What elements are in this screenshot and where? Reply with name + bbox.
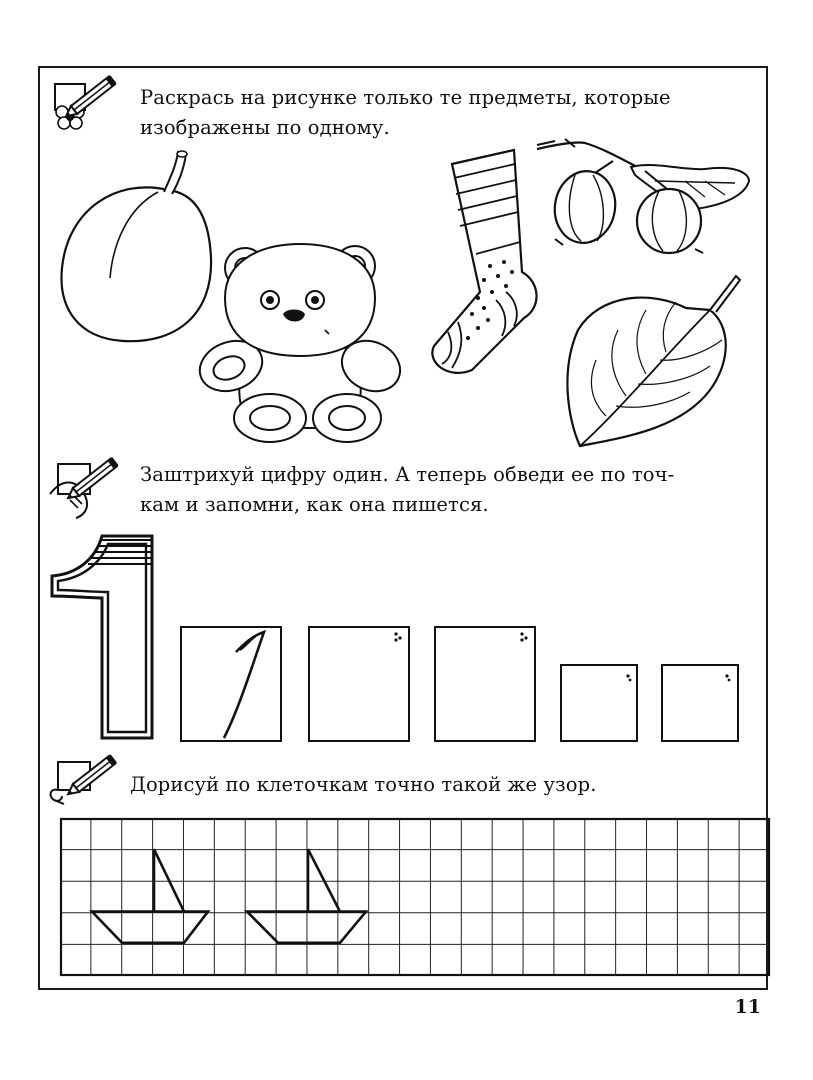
task-1-line-2: изображены по одному. [140,116,390,139]
plum-illustration [58,148,218,348]
task-3-text [130,770,597,800]
pattern-grid [60,818,770,978]
task-2-line-2: кам и запомни, как она пишется. [140,493,489,516]
page-number: 11 [734,996,761,1018]
task-2-text [140,460,674,520]
practice-box-2 [308,626,412,744]
practice-box-3 [434,626,538,744]
boat-pattern-1 [92,849,208,943]
pencil-flower-icon [52,80,134,136]
pencil-hatching-icon [48,460,134,520]
teddy-bear-illustration [195,238,405,448]
task-1-text [140,83,671,143]
leaf-illustration [560,270,745,448]
digit-one-outline [48,534,160,742]
task-3-line-1: Дорисуй по клеточкам точно такой же узор. [130,773,597,796]
practice-box-5 [661,664,741,744]
grid-lines [60,818,770,976]
practice-box-1 [180,626,284,744]
sock-illustration [418,142,546,378]
task-1-line-1: Раскрась на рисунке только те предметы, которые [140,86,671,109]
gooseberries-illustration [535,135,755,257]
pencil-grid-icon [48,756,128,810]
task-2-line-1: Заштрихуй цифру один. А теперь обведи ее по точ- [140,463,675,486]
practice-box-4 [560,664,640,744]
